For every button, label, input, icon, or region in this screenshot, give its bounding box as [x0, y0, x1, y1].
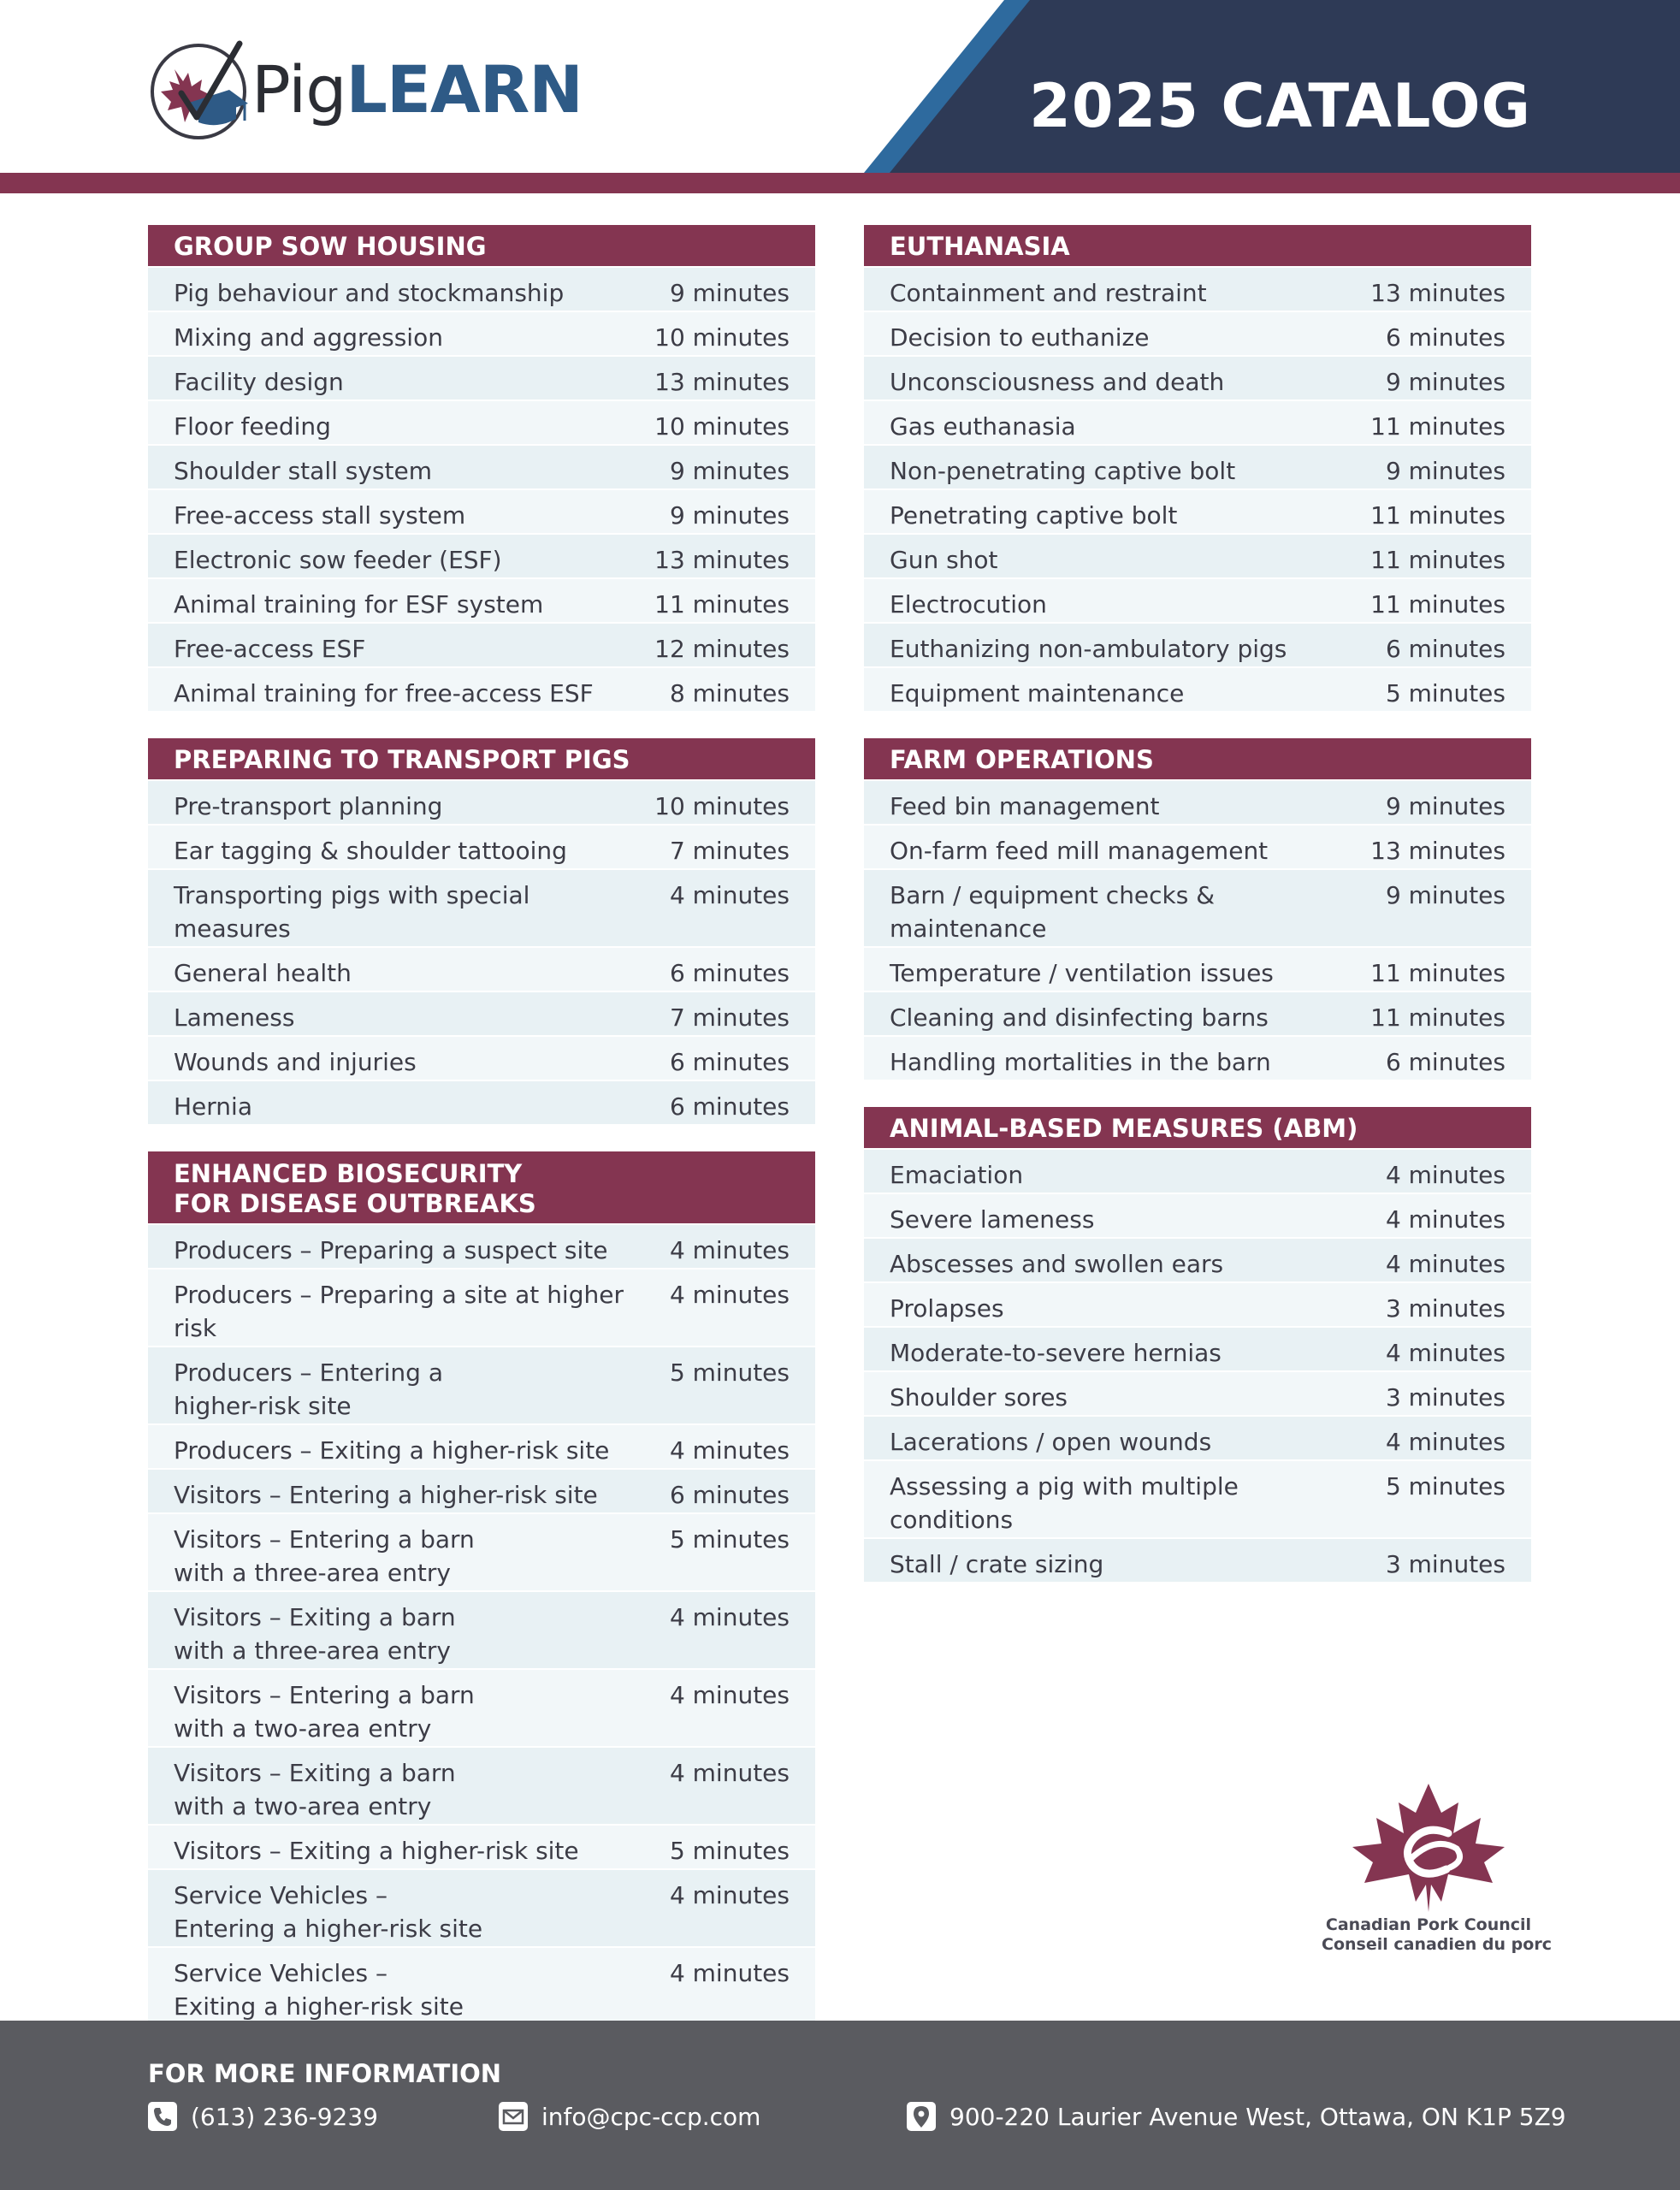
course-topic	[174, 1356, 670, 1423]
course-duration: 3 minutes	[1385, 1294, 1505, 1323]
course-topic	[174, 1523, 670, 1589]
course-topic: Moderate-to-severe hernias	[890, 1339, 1222, 1367]
course-row	[148, 946, 815, 991]
course-duration: 9 minutes	[1385, 457, 1505, 485]
course-row	[148, 1590, 815, 1668]
logo-learn-text: LEARN	[346, 51, 583, 127]
course-topic: Stall / crate sizing	[890, 1550, 1104, 1578]
course-duration: 11 minutes	[1370, 959, 1505, 987]
course-topic: General health	[174, 959, 352, 987]
course-duration: 4 minutes	[669, 1681, 790, 1709]
course-row	[864, 1415, 1531, 1459]
course-duration: 6 minutes	[1385, 323, 1505, 352]
course-row	[864, 311, 1531, 355]
course-duration: 4 minutes	[669, 1281, 790, 1309]
course-row	[864, 266, 1531, 311]
course-topic: Emaciation	[890, 1161, 1024, 1189]
section-title	[148, 1151, 815, 1223]
course-duration: 4 minutes	[1385, 1161, 1505, 1189]
course-topic: Euthanizing non-ambulatory pigs	[890, 635, 1287, 663]
course-topic: Animal training for free-access ESF	[174, 679, 594, 707]
course-topic-line2: with a three-area entry	[174, 1637, 451, 1665]
course-duration: 5 minutes	[669, 1358, 790, 1387]
course-duration: 4 minutes	[669, 881, 790, 909]
course-duration: 4 minutes	[1385, 1250, 1505, 1278]
section-title-line1: ENHANCED BIOSECURITY	[174, 1159, 523, 1188]
course-duration: 6 minutes	[669, 959, 790, 987]
course-duration: 11 minutes	[1370, 1003, 1505, 1032]
course-topic-line1: Visitors – Exiting a barn	[174, 1603, 456, 1631]
course-topic: Containment and restraint	[890, 279, 1207, 307]
course-row	[148, 622, 815, 666]
course-row	[864, 622, 1531, 666]
course-duration: 8 minutes	[669, 679, 790, 707]
course-duration: 6 minutes	[669, 1048, 790, 1076]
cpc-name-english: Canadian Pork Council	[1325, 1915, 1532, 1934]
footer-title: FOR MORE INFORMATION	[148, 2059, 502, 2088]
maple-leaf-icon	[1352, 1784, 1505, 1912]
course-topic: Floor feeding	[174, 412, 331, 441]
course-row	[148, 533, 815, 577]
course-duration: 11 minutes	[1370, 590, 1505, 619]
contact-phone	[148, 2102, 378, 2131]
course-topic: Wounds and injuries	[174, 1048, 417, 1076]
course-duration: 3 minutes	[1385, 1550, 1505, 1578]
course-topic-line1: Visitors – Entering a barn	[174, 1525, 475, 1554]
phone-icon	[148, 2102, 177, 2131]
section-title: GROUP SOW HOUSING	[148, 225, 815, 266]
course-duration: 12 minutes	[654, 635, 790, 663]
course-topic: Prolapses	[890, 1294, 1004, 1323]
course-topic: Barn / equipment checks & maintenance	[890, 881, 1216, 943]
course-topic: Free-access stall system	[174, 501, 466, 530]
course-topic-line1: Service Vehicles –	[174, 1881, 388, 1909]
course-row	[864, 824, 1531, 868]
catalog-title: 2025 CATALOG	[1029, 71, 1531, 141]
course-topic: Feed bin management	[890, 792, 1160, 820]
course-duration: 4 minutes	[1385, 1339, 1505, 1367]
course-row	[148, 1346, 815, 1424]
course-duration: 13 minutes	[654, 546, 790, 574]
course-duration: 9 minutes	[669, 457, 790, 485]
section-title: ANIMAL-BASED MEASURES (ABM)	[864, 1107, 1531, 1148]
course-topic: On-farm feed mill management	[890, 837, 1269, 865]
course-row	[148, 488, 815, 533]
course-row	[864, 1281, 1531, 1326]
course-row	[148, 1268, 815, 1346]
course-topic	[174, 1601, 670, 1667]
course-row	[864, 1459, 1531, 1537]
contact-address	[907, 2102, 1566, 2131]
course-row	[864, 779, 1531, 824]
course-duration: 9 minutes	[1385, 881, 1505, 909]
course-duration: 10 minutes	[654, 323, 790, 352]
course-topic: Free-access ESF	[174, 635, 366, 663]
course-row	[864, 868, 1531, 946]
course-row	[148, 1668, 815, 1746]
course-row	[148, 311, 815, 355]
course-row	[148, 1512, 815, 1590]
course-duration: 11 minutes	[1370, 501, 1505, 530]
course-row	[148, 355, 815, 400]
course-row	[864, 1537, 1531, 1582]
contact-email	[499, 2102, 760, 2131]
course-row	[148, 1223, 815, 1268]
course-duration: 4 minutes	[669, 1759, 790, 1787]
course-row	[864, 666, 1531, 711]
course-topic: Electrocution	[890, 590, 1047, 619]
section-title: FARM OPERATIONS	[864, 738, 1531, 779]
course-duration: 4 minutes	[669, 1603, 790, 1631]
course-topic: Decision to euthanize	[890, 323, 1150, 352]
course-duration: 5 minutes	[669, 1837, 790, 1865]
course-row	[864, 946, 1531, 991]
course-duration: 13 minutes	[1370, 837, 1505, 865]
course-row	[148, 1035, 815, 1080]
course-duration: 6 minutes	[1385, 635, 1505, 663]
section-group-sow-housing	[148, 225, 815, 711]
course-row	[148, 1746, 815, 1824]
course-topic: Lacerations / open wounds	[890, 1428, 1212, 1456]
course-row	[864, 355, 1531, 400]
left-column	[148, 225, 815, 2051]
section-enhanced-biosecurity	[148, 1151, 815, 2024]
course-duration: 5 minutes	[669, 1525, 790, 1554]
course-row	[148, 266, 815, 311]
course-row	[148, 577, 815, 622]
course-topic: Shoulder sores	[890, 1383, 1068, 1412]
course-topic-line2: with a two-area entry	[174, 1792, 432, 1820]
course-row	[864, 577, 1531, 622]
course-topic-line2: Exiting a higher-risk site	[174, 1992, 464, 2021]
course-duration: 5 minutes	[1385, 679, 1505, 707]
right-column	[864, 225, 1531, 1609]
course-duration: 9 minutes	[669, 501, 790, 530]
course-topic-line1: Producers – Entering a	[174, 1358, 443, 1387]
course-row	[148, 1424, 815, 1468]
course-topic: Producers – Preparing a suspect site	[174, 1236, 608, 1264]
course-duration: 5 minutes	[1385, 1472, 1505, 1500]
logo-wordmark	[251, 51, 583, 127]
course-row	[864, 1035, 1531, 1080]
piglearn-logo	[147, 38, 583, 142]
course-row	[864, 533, 1531, 577]
course-duration: 6 minutes	[1385, 1048, 1505, 1076]
course-duration: 3 minutes	[1385, 1383, 1505, 1412]
section-title: PREPARING TO TRANSPORT PIGS	[148, 738, 815, 779]
map-pin-icon	[907, 2102, 936, 2131]
course-topic	[174, 1956, 670, 2023]
course-duration: 11 minutes	[1370, 412, 1505, 441]
course-topic: Mixing and aggression	[174, 323, 443, 352]
course-topic: Equipment maintenance	[890, 679, 1185, 707]
course-topic-line2: higher-risk site	[174, 1392, 352, 1420]
section-animal-based-measures	[864, 1107, 1531, 1582]
course-topic: Electronic sow feeder (ESF)	[174, 546, 502, 574]
course-topic: Handling mortalities in the barn	[890, 1048, 1271, 1076]
course-duration: 4 minutes	[669, 1959, 790, 1987]
course-duration: 13 minutes	[1370, 279, 1505, 307]
course-topic: Abscesses and swollen ears	[890, 1250, 1224, 1278]
course-row	[148, 824, 815, 868]
checkmark-leaf-icon	[147, 38, 250, 141]
course-topic: Pig behaviour and stockmanship	[174, 279, 565, 307]
cpc-logo	[1322, 1784, 1552, 1955]
course-duration: 4 minutes	[1385, 1205, 1505, 1234]
course-topic	[174, 1879, 670, 1945]
course-row	[148, 1080, 815, 1124]
course-row	[148, 1868, 815, 1946]
course-duration: 9 minutes	[1385, 368, 1505, 396]
course-row	[148, 1468, 815, 1512]
course-row	[148, 991, 815, 1035]
course-topic: Visitors – Exiting a higher-risk site	[174, 1837, 579, 1865]
course-topic-line1: Visitors – Entering a barn	[174, 1681, 475, 1709]
course-topic: Cleaning and disinfecting barns	[890, 1003, 1269, 1032]
course-topic: Transporting pigs with special measures	[174, 881, 530, 943]
course-topic: Hernia	[174, 1092, 252, 1121]
course-row	[148, 868, 815, 946]
course-row	[864, 1326, 1531, 1370]
course-topic: Animal training for ESF system	[174, 590, 544, 619]
course-row	[148, 666, 815, 711]
course-row	[148, 444, 815, 488]
email-link[interactable]: info@cpc-ccp.com	[541, 2102, 761, 2131]
logo-pig-text: Pig	[251, 51, 346, 127]
course-topic-line1: Visitors – Exiting a barn	[174, 1759, 456, 1787]
course-topic: Unconsciousness and death	[890, 368, 1225, 396]
section-farm-operations	[864, 738, 1531, 1080]
course-topic: Producers – Exiting a higher-risk site	[174, 1436, 610, 1465]
course-duration: 11 minutes	[1370, 546, 1505, 574]
course-topic: Lameness	[174, 1003, 295, 1032]
course-duration: 11 minutes	[654, 590, 790, 619]
envelope-icon	[499, 2102, 528, 2131]
course-topic: Penetrating captive bolt	[890, 501, 1178, 530]
course-topic: Assessing a pig with multiple conditions	[890, 1472, 1239, 1534]
course-duration: 13 minutes	[654, 368, 790, 396]
course-topic-line2: with a two-area entry	[174, 1714, 432, 1743]
page-header	[0, 0, 1680, 195]
course-row	[864, 1237, 1531, 1281]
course-row	[864, 488, 1531, 533]
course-duration: 4 minutes	[1385, 1428, 1505, 1456]
course-topic: Pre-transport planning	[174, 792, 443, 820]
course-duration: 4 minutes	[669, 1436, 790, 1465]
section-title-line2: FOR DISEASE OUTBREAKS	[174, 1189, 536, 1218]
course-duration: 10 minutes	[654, 412, 790, 441]
course-topic: Producers – Preparing a site at higher risk	[174, 1281, 624, 1342]
course-topic: Facility design	[174, 368, 344, 396]
course-topic: Gas euthanasia	[890, 412, 1076, 441]
course-topic: Shoulder stall system	[174, 457, 432, 485]
course-row	[864, 1193, 1531, 1237]
address-text: 900-220 Laurier Avenue West, Ottawa, ON K1P 5Z9	[949, 2102, 1566, 2131]
course-duration: 4 minutes	[669, 1881, 790, 1909]
course-row	[864, 1148, 1531, 1193]
course-row	[148, 400, 815, 444]
course-topic: Visitors – Entering a higher-risk site	[174, 1481, 598, 1509]
page-footer	[0, 2021, 1680, 2190]
course-topic: Severe lameness	[890, 1205, 1095, 1234]
section-title: EUTHANASIA	[864, 225, 1531, 266]
course-duration: 6 minutes	[669, 1092, 790, 1121]
course-duration: 9 minutes	[669, 279, 790, 307]
course-row	[148, 1946, 815, 2024]
course-row	[864, 991, 1531, 1035]
section-preparing-to-transport-pigs	[148, 738, 815, 1124]
course-row	[148, 1824, 815, 1868]
course-topic	[174, 1756, 670, 1823]
course-topic-line2: with a three-area entry	[174, 1559, 451, 1587]
course-row	[864, 400, 1531, 444]
course-topic	[174, 1678, 670, 1745]
course-duration: 4 minutes	[669, 1236, 790, 1264]
course-topic: Ear tagging & shoulder tattooing	[174, 837, 567, 865]
course-duration: 10 minutes	[654, 792, 790, 820]
cpc-name-french: Conseil canadien du porc	[1322, 1935, 1552, 1954]
course-duration: 7 minutes	[669, 837, 790, 865]
course-duration: 6 minutes	[669, 1481, 790, 1509]
course-topic-line1: Service Vehicles –	[174, 1959, 388, 1987]
section-euthanasia	[864, 225, 1531, 711]
course-topic: Non-penetrating captive bolt	[890, 457, 1236, 485]
phone-number[interactable]: (613) 236-9239	[191, 2102, 378, 2131]
course-row	[864, 1370, 1531, 1415]
course-topic: Temperature / ventilation issues	[890, 959, 1274, 987]
course-topic-line2: Entering a higher-risk site	[174, 1915, 483, 1943]
course-duration: 9 minutes	[1385, 792, 1505, 820]
course-row	[864, 444, 1531, 488]
course-topic: Gun shot	[890, 546, 998, 574]
course-row	[148, 779, 815, 824]
course-duration: 7 minutes	[669, 1003, 790, 1032]
